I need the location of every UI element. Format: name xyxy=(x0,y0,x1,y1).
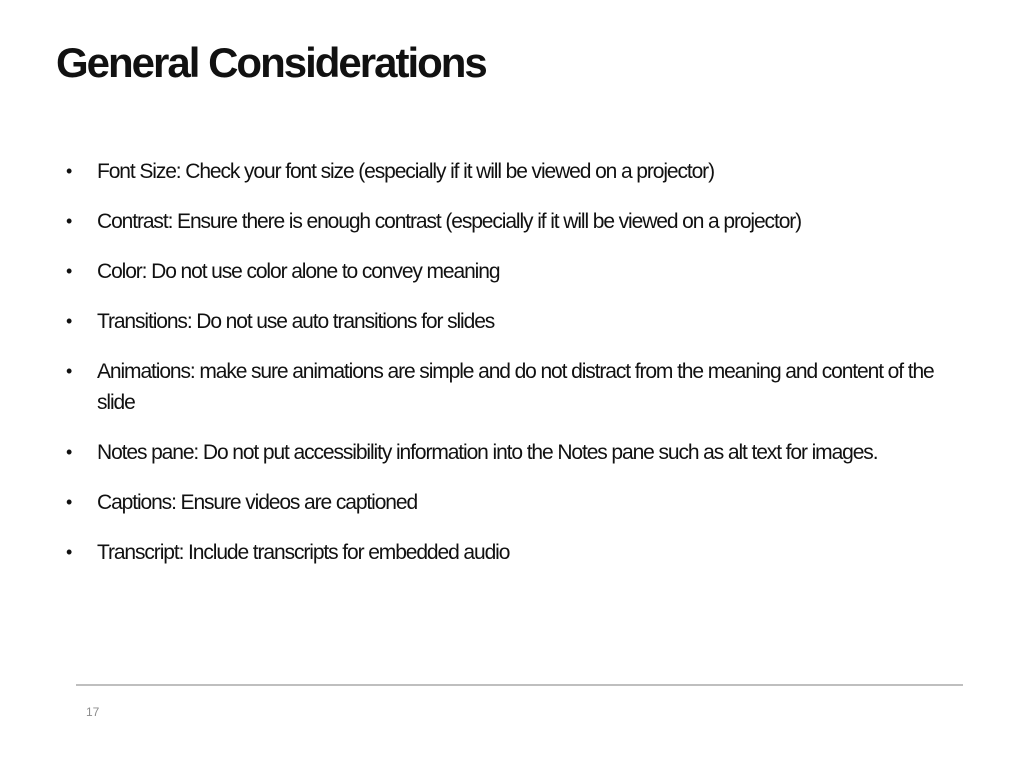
bullet-text: Transitions: Do not use auto transitions for slides xyxy=(97,310,495,333)
bullet-list xyxy=(66,156,946,587)
bullet-item xyxy=(66,306,946,337)
bullet-text: Animations: make sure animations are simple and do not distract from the meaning and content of the slide xyxy=(97,360,934,414)
bullet-text: Captions: Ensure videos are captioned xyxy=(97,491,418,514)
bullet-icon: • xyxy=(66,442,72,462)
bullet-text: Color: Do not use color alone to convey meaning xyxy=(97,260,500,283)
page-number: 17 xyxy=(86,705,100,719)
bullet-icon: • xyxy=(66,542,72,562)
bullet-icon: • xyxy=(66,492,72,512)
bullet-icon: • xyxy=(66,261,72,281)
bullet-text: Contrast: Ensure there is enough contrast (especially if it will be viewed on a projector) xyxy=(97,210,802,233)
bullet-item xyxy=(66,356,946,418)
bullet-text: Transcript: Include transcripts for embedded audio xyxy=(97,541,510,564)
bullet-item xyxy=(66,206,946,237)
footer-divider xyxy=(76,684,963,686)
bullet-item xyxy=(66,156,946,187)
slide-title: General Considerations xyxy=(56,39,486,86)
bullet-item xyxy=(66,437,946,468)
bullet-item xyxy=(66,537,946,568)
bullet-icon: • xyxy=(66,211,72,231)
bullet-icon: • xyxy=(66,361,72,381)
bullet-text: Notes pane: Do not put accessibility information into the Notes pane such as alt text for images. xyxy=(97,441,878,464)
bullet-item xyxy=(66,256,946,287)
bullet-icon: • xyxy=(66,161,72,181)
bullet-item xyxy=(66,487,946,518)
bullet-text: Font Size: Check your font size (especially if it will be viewed on a projector) xyxy=(97,160,714,183)
bullet-icon: • xyxy=(66,311,72,331)
